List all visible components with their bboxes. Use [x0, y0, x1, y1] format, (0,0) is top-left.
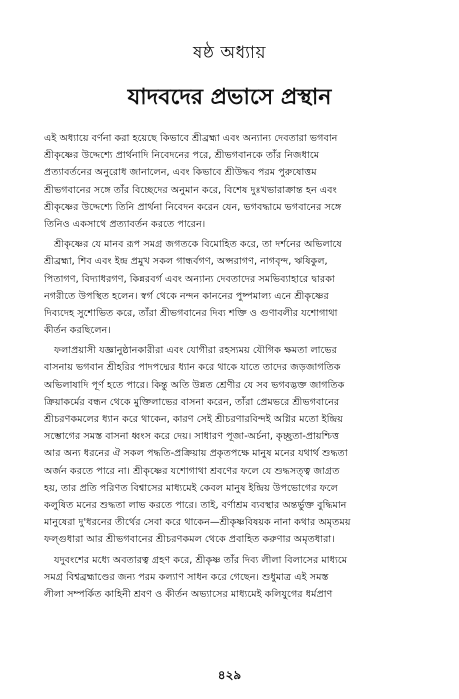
text-line: সম্ভোগের সমস্ত বাসনা ধ্বংস করে দেয়। সাধারণ পূজা-অর্চনা, কৃচ্ছ্রতা-প্রায়শ্চিত্ত [44, 431, 340, 443]
paragraph [44, 552, 424, 604]
text-line: যদুবংশের মধ্যে অবতারত্ব গ্রহণ করে, শ্রীকৃষ্ণ তাঁর দিব্য লীলা বিলাসের মাধ্যমে [54, 554, 348, 566]
paragraph [44, 342, 424, 548]
text-line: বাসনায় ভগবান শ্রীহরির পাদপদ্মের ধ্যান করে থাকে যাতে তাদের জড়জাগতিক [44, 362, 341, 374]
paragraph [44, 236, 424, 339]
text-line: দিব্যদেহ সুশোভিত করে, তাঁরা শ্রীভগবানের দিব্য শক্তি ও গুণাবলীর যশোগাথা [44, 307, 338, 319]
text-line: পিতাগণ, বিদ্যাধরগণ, কিন্নরবর্গ এবং অন্যান্য দেবতাদের সমভিব্যাহারে দ্বারকা [44, 273, 335, 285]
text-line: লীলা সম্পর্কিত কাহিনী শ্রবণ ও কীর্তন অভ্যাসের মাধ্যমেই কলিযুগের ধর্মপ্রাণ [44, 588, 333, 600]
paragraph [44, 130, 424, 233]
chapter-number: ষষ্ঠ অধ্যায় [193, 43, 266, 63]
text-line: কলুষিত মনের শুদ্ধতা লাভ করতে পারে। তাই, বর্ণাশ্রম ব্যবস্থার অন্তর্ভুক্ত বুদ্ধিমান [44, 499, 347, 511]
text-line: মানুষেরা দু'ধরনের তীর্থের সেবা করে থাকেন—শ্রীকৃষ্ণবিষয়ক নানা কথার অমৃতময় [44, 517, 351, 529]
text-line: এই অধ্যায়ে বর্ণনা করা হয়েছে কিভাবে শ্রীব্রহ্মা এবং অন্যান্য দেবতারা ভগবান [44, 133, 338, 144]
text-line: তিনিও একসাথে প্রত্যাবর্তন করতে পারেন। [44, 218, 206, 230]
text-line: কীর্তন করছিলেন। [44, 325, 111, 337]
text-line: শ্রীকৃষ্ণের উদ্দেশ্যে তিনি প্রার্থনা নিবেদন করেন যেন, ভগবদ্ধামে ভগবানের সঙ্গে [44, 201, 342, 213]
text-line: অর্জন করতে পারে না। শ্রীকৃষ্ণের যশোগাথা শ্রবণের ফলে যে শুদ্ধসত্ত্ব জাগ্রত [44, 465, 340, 477]
chapter-summary [44, 130, 424, 603]
text-line: ফলাপ্রয়াসী যজ্ঞানুষ্ঠানকারীরা এবং যোগীরা রহস্যময় যৌগিক ক্ষমতা লাভের [54, 345, 337, 357]
text-line: শ্রীকৃষ্ণের যে মানব রূপ সমগ্র জগতকে বিমোহিত করে, তা দর্শনের অভিলাষে [54, 239, 342, 251]
text-line: শ্রীব্রহ্মা, শিব এবং ইন্দ্র প্রমুখ সকল গান্ধর্বগণ, অপ্সরাগণ, নাগবৃন্দ, ঋষিকুল, [44, 256, 328, 268]
text-line: হয়, তার প্রতি পরিণত বিশ্বাসের মাধ্যমেই কেবল মানুষ ইন্দ্রিয় উপভোগের ফলে [44, 482, 338, 494]
chapter-title: যাদবদের প্রভাসে প্রস্থান [127, 85, 332, 110]
text-line: সমগ্র বিশ্বব্রহ্মাণ্ডের জন্য পরম কল্যাণ সাধন করে গেছেন। শুধুমাত্র এই সমস্ত [44, 571, 329, 583]
text-line: শ্রীচরণকমলের ধ্যান করে থাকেন, কারণ সেই শ্রীচরণারবিন্দই অগ্নির মতো ইন্দ্রিয় [44, 414, 344, 425]
text-line: শ্রীভগবানের সঙ্গে তাঁর বিচ্ছেদের অনুমান করে, বিশেষ দুঃখভারাক্রান্ত হন এবং [44, 184, 337, 196]
text-line: নগরীতে উপস্থিত হলেন। স্বর্গ থেকে নন্দন কাননের পুষ্পমাল্য এনে শ্রীকৃষ্ণের [44, 290, 329, 302]
text-line: শ্রীকৃষ্ণের উদ্দেশ্যে প্রার্থনাদি নিবেদনের পরে, শ্রীভগবানকে তাঁর নিজধামে [44, 150, 320, 162]
page-number: ৪২৯ [217, 668, 242, 682]
text-line: অভিলাষাদি পূর্ণ হতে পারে। কিন্তু অতি উন্নত শ্রেণীর যে সব ভগবদ্ভক্ত জাগতিক [44, 379, 345, 391]
text-line: ক্রিয়াকর্মের বন্ধন থেকে মুক্তিলাভের বাসনা করেন, তাঁরা প্রেমভরে শ্রীভগবানের [44, 396, 340, 408]
text-line: প্রত্যাবর্তনের অনুরোধ জানালেন, এবং কিভাবে শ্রীউদ্ধব পরম পুরুষোত্তম [44, 167, 317, 179]
text-line: ফল্গুধারা আর শ্রীভগবানের শ্রীচরণকমল থেকে প্রবাহিত করুণার অমৃতধারা। [44, 534, 335, 546]
text-line: আর অন্য ধরনের ঐ সকল পদ্ধতি-প্রক্রিয়ায় প্রকৃতপক্ষে মানুষ মনের যথার্থ শুদ্ধতা [44, 448, 348, 460]
